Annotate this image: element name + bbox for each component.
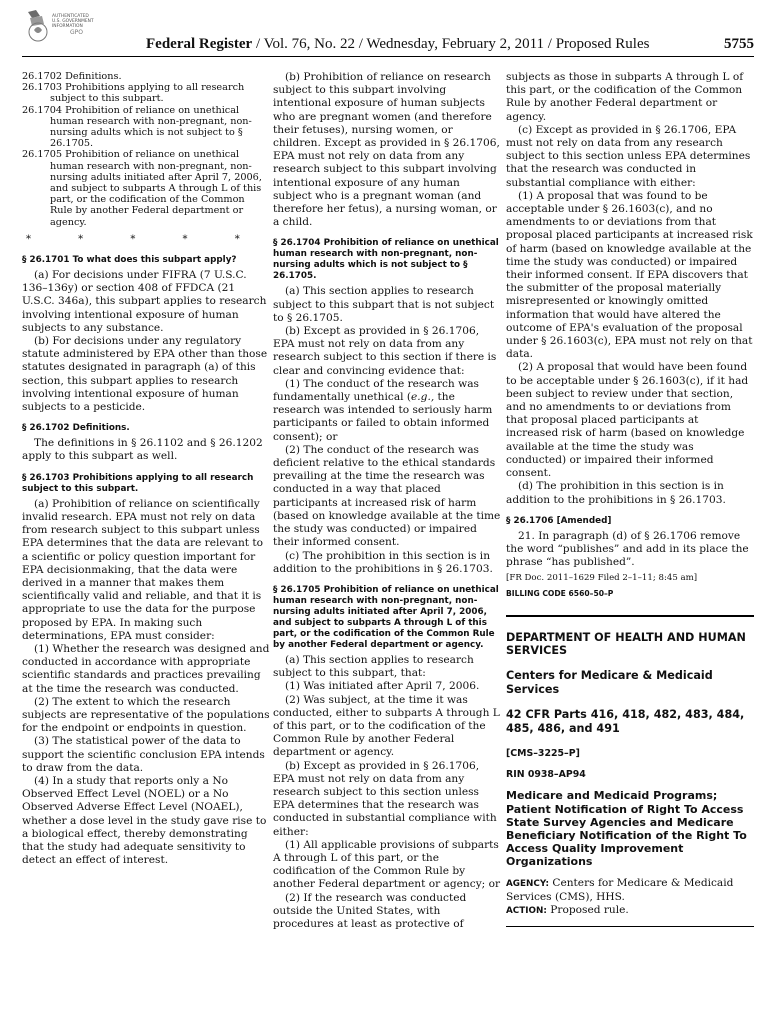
section-rule — [506, 926, 754, 927]
paragraph: (2) Was subject, at the time it was conducted, either to subparts A through L of this part, or to the codification of the Common Rule by another Federal department or agency. — [273, 693, 500, 759]
document-divider — [506, 615, 754, 617]
gpo-authentication-seal — [22, 8, 108, 48]
cfr-parts-heading: 42 CFR Parts 416, 418, 482, 483, 484, 485, 486, and 491 — [506, 708, 745, 735]
header-title — [146, 36, 649, 53]
paragraph: (1) Whether the research was designed and conducted in accordance with appropriate scientific standards and practices prevailing at the time the research was conducted. — [22, 642, 270, 695]
paragraph — [273, 378, 501, 444]
section-heading: § 26.1703 Prohibitions applying to all research subject to this subpart. — [22, 472, 254, 494]
billing-code: BILLING CODE 6560–50–P — [506, 589, 614, 599]
paragraph: (3) The statistical power of the data to support the scientific conclusion EPA intends to draw from the data. — [22, 735, 265, 774]
paragraph: (c) The prohibition in this section is in addition to the prohibitions in § 26.1703. — [273, 549, 493, 575]
department-heading: DEPARTMENT OF HEALTH AND HUMAN SERVICES — [506, 630, 746, 657]
paragraph: (b) Except as provided in § 26.1706, EPA must not rely on data from any research subject to this section if there is clear and convincing evidence that: — [273, 325, 497, 377]
paragraph: (a) Prohibition of reliance on scientifically invalid research. EPA must not rely on data from research subject to this subpart unless EPA determines that the data are relevant to a scientific or policy question important for EPA decisionmaking, that the data were derived in a manner that makes them scientifically valid and reliable, and that it is appropriate to use the data for the purpose proposed by EPA. In making such determinations, EPA must consider: — [22, 497, 264, 642]
paragraph: (a) This section applies to research subject to this subpart that is not subject to § 26.1705. — [273, 285, 495, 324]
toc-item: 26.1704 Prohibition of reliance on unethical human research with non-pregnant, non-nursing adults which is not subject to § 26.1705. — [22, 104, 252, 150]
column-3 — [506, 71, 754, 927]
paragraph: (2) A proposal that would have been found to be acceptable under § 26.1603(c), if it had been subject to review under that section, and no amendments to or deviations from that proposal placed participants at increased risk of harm (based on knowledge available at the time the study was conducted) or impaired their informed consent. — [506, 361, 749, 480]
table-of-contents — [22, 71, 270, 228]
paragraph: subjects as those in subparts A through L of this part, or the codification of the Common Rule by another Federal department or agency. — [506, 71, 744, 123]
paragraph: (a) For decisions under FIFRA (7 U.S.C. 136–136y) or section 408 of FFDCA (21 U.S.C. 346a), this subpart applies to research involving intentional exposure of human subjects to any substance. — [22, 269, 267, 334]
toc-item: 26.1702 Definitions. — [22, 71, 122, 82]
paragraph: The definitions in § 26.1102 and § 26.1202 apply to this subpart as well. — [22, 437, 263, 463]
paragraph: (2) The conduct of the research was deficient relative to the ethical standards prevailing at the time the research was conducted in a way that placed participants at increased risk of harm (based on knowledge available at the time the study was conducted) or impaired their informed consent. — [273, 443, 501, 549]
rin-number: RIN 0938–AP94 — [506, 769, 586, 781]
section-heading: § 26.1705 Prohibition of reliance on unethical human research with non-pregnant, non-nursing adults initiated after April 7, 2006, and subject to subparts A through L of this part, or the codification of the Common Rule by another Federal department or agency. — [273, 584, 499, 650]
text-run: (1) The conduct of the research was fundamentally unethical ( — [273, 377, 479, 404]
agency-heading: Centers for Medicare & Medicaid Services — [506, 669, 713, 696]
action-line — [506, 904, 754, 918]
agency-label: AGENCY: — [506, 878, 549, 889]
paragraph: (2) The extent to which the research subjects are representative of the populations for the endpoint or endpoints in question. — [22, 695, 270, 735]
gpo-line-1: AUTHENTICATED — [52, 14, 89, 19]
omission-stars: * * * * * — [26, 233, 262, 245]
paragraph: (1) A proposal that was found to be acceptable under § 26.1603(c), and no amendments to or deviations from that proposal placed participants at increased risk of harm (based on knowledge available at the time the study was conducted) or impaired their informed consent. If EPA discovers that the submitter of the proposal materially misrepresented or knowingly omitted information that would have altered the outcome of EPA's evaluation of the proposal under § 26.1603(c), EPA must not rely on that data. — [506, 189, 753, 361]
gpo-line-2: U.S. GOVERNMENT — [52, 19, 94, 25]
journal-name: Federal Register — [146, 36, 253, 52]
paragraph: (d) The prohibition in this section is in addition to the prohibitions in § 26.1703. — [506, 480, 726, 506]
column-2 — [273, 71, 501, 931]
agency-line — [506, 877, 754, 904]
agency-text: Centers for Medicare & Medicaid Services (CMS), HHS. — [506, 876, 734, 903]
toc-item: 26.1703 Prohibitions applying to all research subject to this subpart. — [22, 82, 245, 105]
fr-doc-line: [FR Doc. 2011–1629 Filed 2–1–11; 8:45 am] — [506, 573, 698, 584]
column-1 — [22, 71, 270, 867]
paragraph: (b) For decisions under any regulatory statute administered by EPA other than those statutes designated in paragraph (a) of this section, this subpart applies to research involving intentional exposure of human subjects to a pesticide. — [22, 335, 268, 414]
rule-title: Medicare and Medicaid Programs; Patient Notification of Right To Access State Survey Agencies and Medicare Beneficiary Notification of the Right To Access Quality Improvement Organizations — [506, 789, 747, 869]
issue-info: / Vol. 76, No. 22 / Wednesday, February 2, 2011 / Proposed Rules — [252, 36, 650, 52]
gpo-line-4: GPO — [70, 28, 83, 36]
section-heading: § 26.1701 To what does this subpart apply? — [22, 255, 237, 266]
text-run: the research was intended to seriously harm participants or failed to obtain informed consent); or — [273, 391, 493, 443]
section-heading: § 26.1702 Definitions. — [22, 423, 130, 434]
paragraph: (a) This section applies to research subject to this subpart, that: — [273, 653, 474, 680]
page-header — [146, 36, 754, 56]
page-number: 5755 — [724, 36, 754, 52]
paragraph: (b) Except as provided in § 26.1706, EPA must not rely on data from any research subject to this section unless EPA determines that the research was conducted in substantial compliance with either: — [273, 759, 497, 838]
gpo-line-3: INFORMATION — [52, 24, 83, 30]
action-label: ACTION: — [506, 905, 547, 916]
toc-item: 26.1705 Prohibition of reliance on unethical human research with non-pregnant, non-nursing adults initiated after April 7, 2006, and subject to subparts A through L of this part, or the codification of the Common Rule by another Federal department or agency. — [22, 149, 262, 228]
paragraph: (c) Except as provided in § 26.1706, EPA must not rely on data from any research subject to this section unless EPA determines that the research was conducted in substantial compliance with either: — [506, 123, 751, 189]
text-run-italic: e.g., — [411, 391, 435, 404]
section-heading: § 26.1704 Prohibition of reliance on unethical human research with non-pregnant, non-nursing adults which is not subject to § 26.1705. — [273, 238, 499, 282]
paragraph: (1) All applicable provisions of subparts A through L of this part, or the codification of the Common Rule by another Federal department or agency; or — [273, 838, 501, 891]
docket-number: [CMS–3225–P] — [506, 747, 580, 759]
paragraph: (1) Was initiated after April 7, 2006. — [285, 680, 480, 693]
action-text: Proposed rule. — [546, 903, 629, 916]
section-heading: § 26.1706 [Amended] — [506, 515, 612, 526]
header-rule — [22, 56, 754, 57]
paragraph: 21. In paragraph (d) of § 26.1706 remove the word “publishes” and add in its place the phrase “has published”. — [506, 529, 749, 569]
paragraph: (4) In a study that reports only a No Observed Effect Level (NOEL) or a No Observed Adverse Effect Level (NOAEL), whether a dose level in the study gave rise to a biological effect, thereby demonstrating that the study had adequate sensitivity to detect an effect of interest. — [22, 774, 267, 867]
paragraph: (b) Prohibition of reliance on research subject to this subpart involving intentional exposure of human subjects who are pregnant women (and therefore their fetuses), nursing women, or children. Except as provided in § 26.1706, EPA must not rely on data from any research subject to this subpart involving intentional exposure of any human subject who is a pregnant woman (and therefore her fetus), a nursing woman, or a child. — [273, 71, 500, 229]
paragraph: (2) If the research was conducted outside the United States, with procedures at least as protective of — [273, 891, 467, 930]
